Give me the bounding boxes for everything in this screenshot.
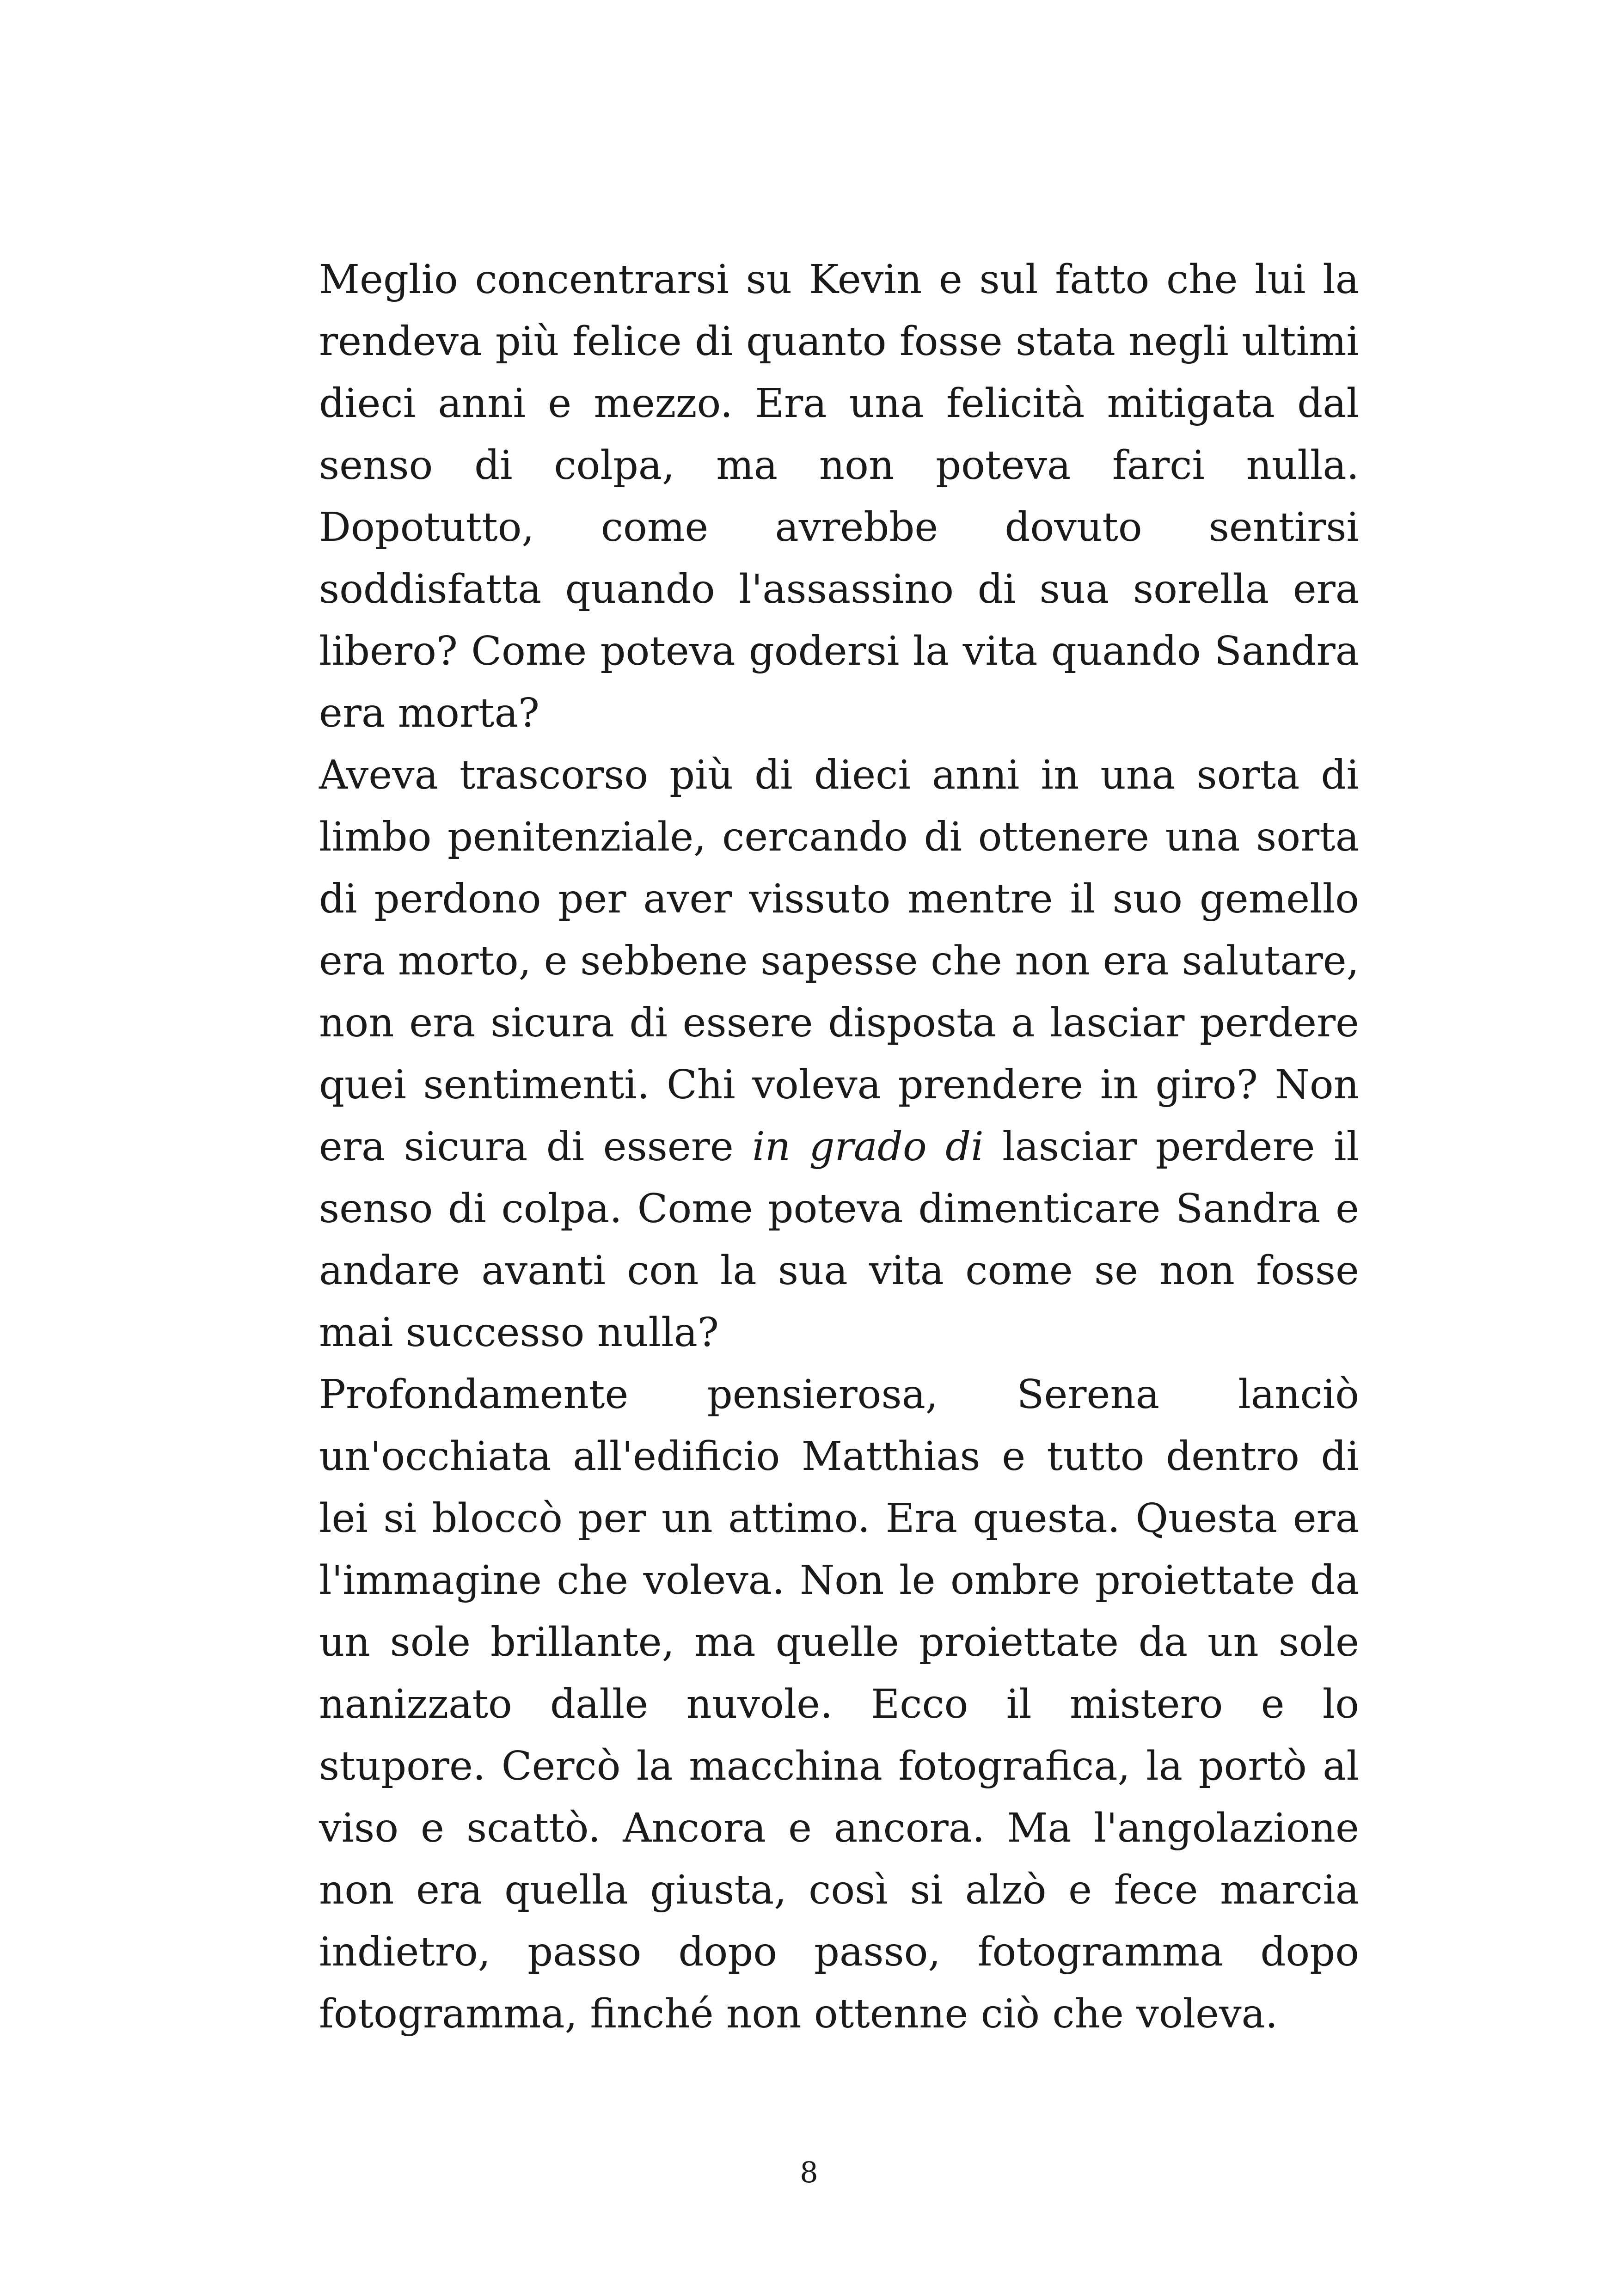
paragraph-2-text-b: lasciar perdere il senso di colpa. Come poteva dimenticare Sandra e andare avanti con la sua vita come se non fosse mai successo nulla? [319,1124,1359,1356]
paragraph-1-text: Meglio concentrarsi su Kevin e sul fatto che lui la rendeva più felice di quanto fosse stata negli ultimi dieci anni e mezzo. Era una felicità mitigata dal senso di colpa, ma non poteva farci nulla. Dopotutto, come avrebbe dovuto sentirsi soddisfatta quando l'assassino di sua sorella era libero? Come poteva godersi la vita quando Sandra era morta? [319,257,1359,736]
paragraph-2 [319,744,1359,1364]
paragraph-2-italic-text: in grado di [752,1124,984,1170]
paragraph-3 [319,1364,1359,2045]
page-number: 8 [800,2155,818,2189]
paragraph-1 [319,249,1359,744]
paragraph-2-text-a: Aveva trascorso più di dieci anni in una sorta di limbo penitenziale, cercando di ottenere una sorta di perdono per aver vissuto mentre il suo gemello era morto, e sebbene sapesse che non era salutare, non era sicura di essere disposta a lasciar perdere quei sentimenti. Chi voleva prendere in giro? Non era sicura di essere [319,752,1359,1170]
body-text [319,249,1359,2045]
paragraph-3-text: Profondamente pensierosa, Serena lanciò un'occhiata all'edificio Matthias e tutto dentro di lei si bloccò per un attimo. Era questa. Questa era l'immagine che voleva. Non le ombre proiettate da un sole brillante, ma quelle proiettate da un sole nanizzato dalle nuvole. Ecco il mistero e lo stupore. Cercò la macchina fotografica, la portò al viso e scattò. Ancora e ancora. Ma l'angolazione non era quella giusta, così si alzò e fece marcia indietro, passo dopo passo, fotogramma dopo fotogramma, finché non ottenne ciò che voleva. [319,1371,1359,2037]
